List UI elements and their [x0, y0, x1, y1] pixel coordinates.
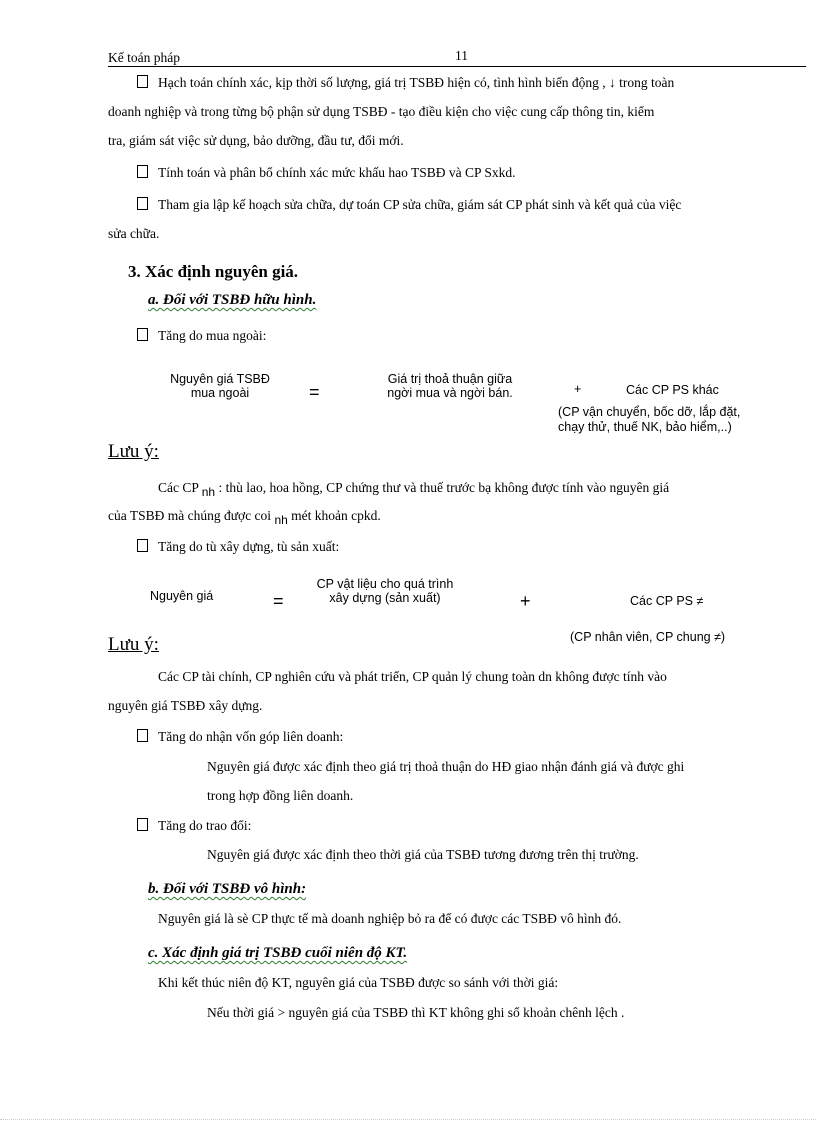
list-item-detail: trong hợp đồng liên doanh. [207, 788, 354, 803]
paragraph: Nguyên giá là sè CP thực tế mà doanh nghiệp bỏ ra để có được các TSBĐ vô hình đó. [158, 911, 622, 926]
checkbox-bullet-icon [137, 165, 148, 178]
checkbox-bullet-icon [137, 197, 148, 210]
note-label: Lưu ý: [108, 441, 159, 462]
note-text: Các CP tài chính, CP nghiên cứu và phát triển, CP quản lý chung toàn dn không được tính vào [158, 669, 667, 684]
header-rule [108, 66, 806, 67]
list-item-detail: Nguyên giá được xác định theo thời giá của TSBĐ tương đương trên thị trường. [207, 847, 639, 862]
checkbox-bullet-icon [137, 818, 148, 831]
formula2-note: (CP nhân viên, CP chung ≠) [570, 630, 726, 644]
list-item: Tham gia lập kế hoạch sửa chữa, dự toán CP sửa chữa, giám sát CP phát sinh và kết quả của việc [137, 197, 681, 213]
list-item-continuation: sửa chữa. [108, 226, 160, 241]
running-header-title: Kế toán pháp [108, 50, 180, 65]
subsection-heading-a: a. Đối với TSBĐ hữu hình. [148, 292, 317, 308]
list-item: Hạch toán chính xác, kịp thời số lượng, giá trị TSBĐ hiện có, tình hình biến động , ↓ trong toàn [137, 75, 674, 91]
list-item-detail: Nguyên giá được xác định theo giá trị thoả thuận do HĐ giao nhận đánh giá và được ghi [207, 759, 685, 774]
note-text: nguyên giá TSBĐ xây dựng. [108, 698, 263, 713]
list-item: Tăng do nhận vốn góp liên doanh: [137, 729, 343, 745]
list-item: Tăng do mua ngoài: [137, 328, 266, 344]
checkbox-bullet-icon [137, 75, 148, 88]
list-item: Tính toán và phân bổ chính xác mức khấu hao TSBĐ và CP Sxkd. [137, 165, 516, 181]
paragraph: Nếu thời giá > nguyên giá của TSBĐ thì KT không ghi sổ khoản chênh lệch . [207, 1005, 625, 1020]
formula1-plus: + [574, 382, 582, 396]
list-item: Tăng do tù xây dựng, tù sản xuất: [137, 539, 339, 555]
list-item-continuation: doanh nghiệp và trong từng bộ phận sử dụng TSBĐ - tạo điều kiện cho việc cung cấp thông tin, kiểm [108, 104, 655, 119]
section-heading: 3. Xác định nguyên giá. [128, 262, 299, 281]
note-text: của TSBĐ mà chúng được coi nh mét khoản cpkd. [108, 508, 381, 527]
page-bottom-border [0, 1119, 816, 1120]
list-item: Tăng do trao đổi: [137, 818, 251, 834]
formula2-plus: + [520, 591, 531, 611]
subsection-heading-c: c. Xác định giá trị TSBĐ cuối niên độ KT. [148, 945, 408, 961]
formula1-middle: Giá trị thoả thuận giữa ngời mua và ngời bán. [387, 372, 513, 400]
paragraph: Khi kết thúc niên độ KT, nguyên giá của TSBĐ được so sánh với thời giá: [158, 975, 559, 990]
list-item-continuation: tra, giám sát việc sử dụng, bảo dưỡng, đầu tư, đổi mới. [108, 133, 404, 148]
formula1-note: (CP vận chuyển, bốc dỡ, lắp đặt, chạy thử, thuế NK, bảo hiểm,..) [558, 405, 741, 434]
page-number: 11 [455, 48, 468, 63]
formula1-equals: = [309, 382, 320, 402]
note-label: Lưu ý: [108, 634, 159, 655]
subsection-heading-b: b. Đối với TSBĐ vô hình: [148, 881, 307, 897]
checkbox-bullet-icon [137, 539, 148, 552]
checkbox-bullet-icon [137, 328, 148, 341]
formula1-rhs: Các CP PS khác [626, 383, 719, 397]
formula2-rhs: Các CP PS ≠ [630, 594, 704, 608]
formula2-lhs: Nguyên giá [150, 589, 214, 603]
formula1-lhs: Nguyên giá TSBĐ mua ngoài [170, 372, 270, 400]
formula2-middle: CP vật liệu cho quá trình xây dựng (sản xuất) [316, 577, 454, 605]
formula2-equals: = [273, 591, 284, 611]
checkbox-bullet-icon [137, 729, 148, 742]
note-text: Các CP nh : thù lao, hoa hồng, CP chứng thư và thuế trước bạ không được tính vào nguyên giá [158, 480, 670, 499]
